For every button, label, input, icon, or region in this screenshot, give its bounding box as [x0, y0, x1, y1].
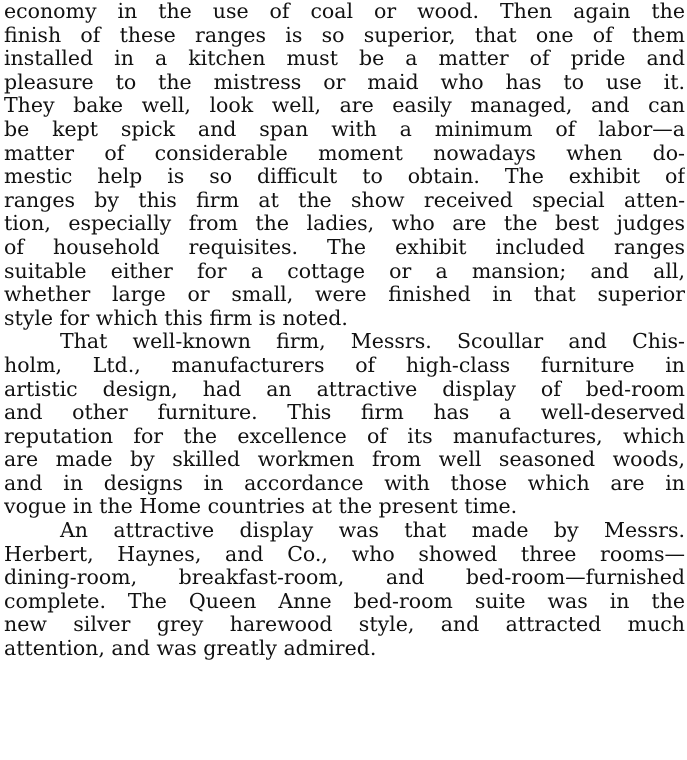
text-line: ranges by this firm at the show received special atten- [4, 188, 685, 212]
text-line: They bake well, look well, are easily managed, and can [4, 94, 685, 118]
text-line: and other furniture. This firm has a well-deserved [4, 401, 685, 425]
text-line: of household requisites. The exhibit included ranges [4, 235, 685, 259]
text-line: economy in the use of coal or wood. Then again the [4, 0, 685, 23]
text-line: dining-room, breakfast-room, and bed-room—furnished [4, 566, 685, 590]
text-line: installed in a kitchen must be a matter of pride and [4, 47, 685, 71]
text-line: That well-known firm, Messrs. Scoullar and Chis- [60, 330, 685, 354]
text-line: and in designs in accordance with those which are in [4, 471, 685, 495]
document-page [4, 0, 685, 661]
text-line: vogue in the Home countries at the present time. [4, 495, 518, 519]
text-line: be kept spick and span with a minimum of labor—a [4, 117, 685, 141]
text-line: attention, and was greatly admired. [4, 637, 377, 661]
text-line: suitable either for a cottage or a mansion; and all, [4, 259, 685, 283]
text-line: holm, Ltd., manufacturers of high-class furniture in [4, 353, 685, 377]
text-line: are made by skilled workmen from well seasoned woods, [4, 448, 685, 472]
text-line: Herbert, Haynes, and Co., who showed three rooms— [4, 542, 685, 566]
paragraph-herbert-haynes [4, 519, 685, 661]
text-line: artistic design, had an attractive display of bed-room [4, 377, 685, 401]
text-line: mestic help is so difficult to obtain. The exhibit of [4, 165, 685, 189]
text-line: style for which this firm is noted. [4, 306, 348, 330]
paragraph-scoullar-chisholm [4, 330, 685, 519]
text-line: new silver grey harewood style, and attracted much [4, 613, 685, 637]
text-line: reputation for the excellence of its manufactures, which [4, 424, 685, 448]
text-line: complete. The Queen Anne bed-room suite was in the [4, 589, 685, 613]
text-line: tion, especially from the ladies, who are the best judges [4, 212, 685, 236]
text-line: whether large or small, were finished in that superior [4, 283, 685, 307]
text-line: pleasure to the mistress or maid who has to use it. [4, 70, 685, 94]
text-line: finish of these ranges is so superior, that one of them [4, 23, 685, 47]
text-line: An attractive display was that made by Messrs. [60, 519, 685, 543]
text-line: matter of considerable moment nowadays when do- [4, 141, 685, 165]
paragraph-ranges [4, 0, 685, 330]
